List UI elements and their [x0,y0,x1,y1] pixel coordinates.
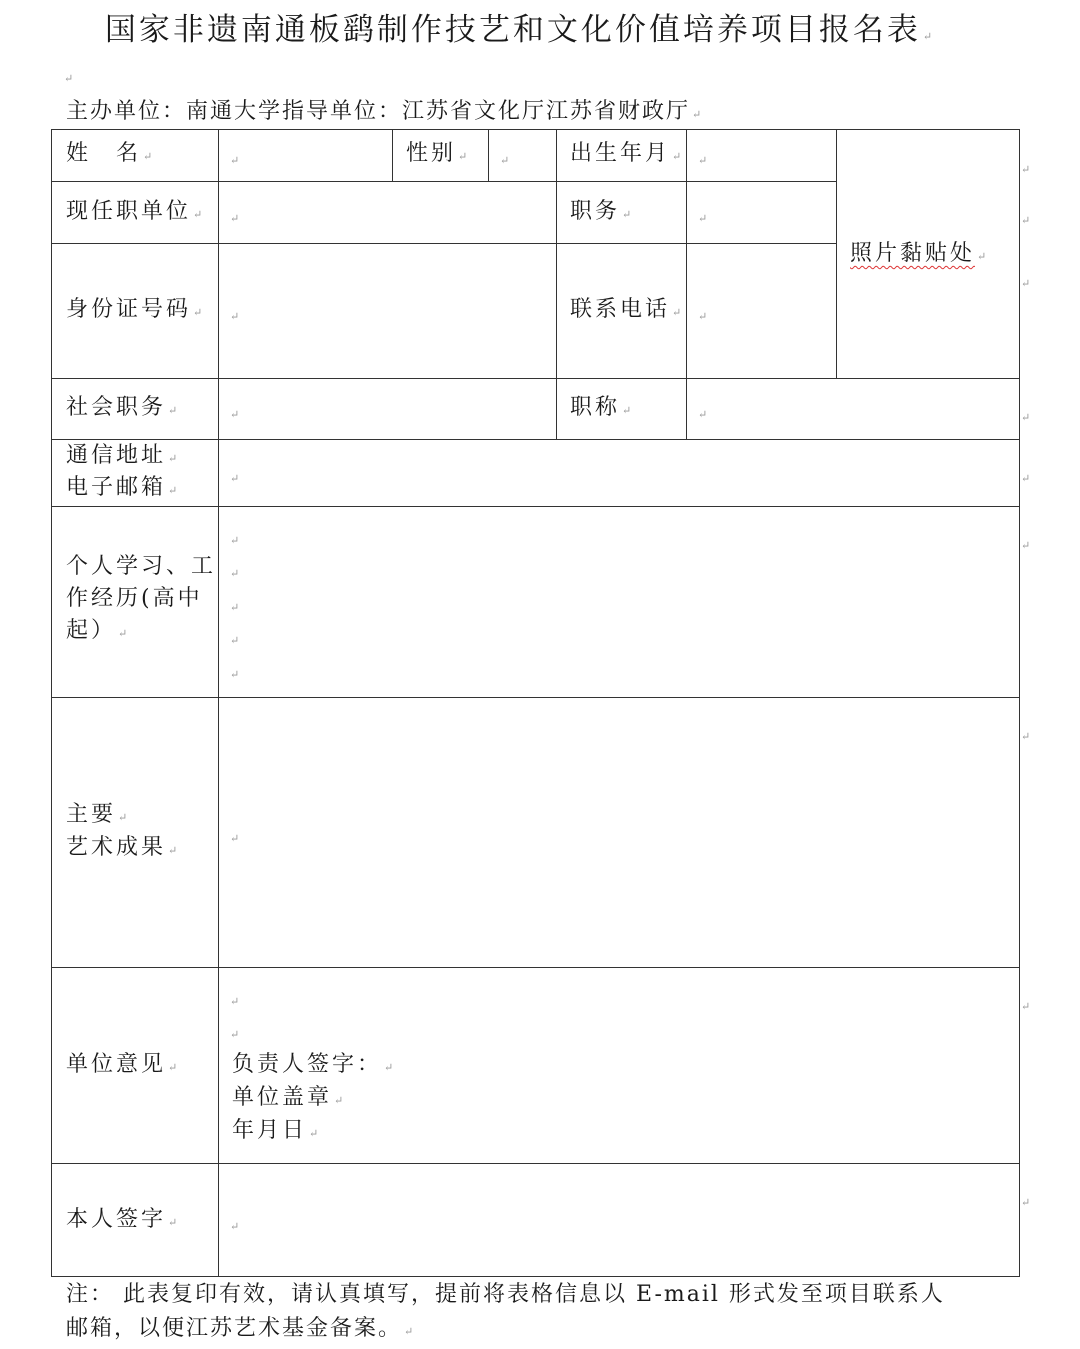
resume-field[interactable]: ↵ [230,534,240,547]
column-divider [488,130,489,181]
column-divider [686,130,687,439]
row-divider [52,439,1019,440]
column-divider [218,130,219,1276]
employer-label: 现任职单位 ↵ [66,199,206,224]
birth-label: 出生年月 ↵ [570,141,685,166]
row-divider [52,243,837,244]
phone-field[interactable]: ↵ [698,310,708,323]
row-divider [52,1163,1019,1164]
form-title: 国家非遗南通板鹞制作技艺和文化价值培养项目报名表 ↵ [104,12,936,48]
paragraph-mark: ↵ [692,108,704,121]
column-divider [392,130,393,181]
row-divider [52,181,837,182]
end-of-row-mark: ↵ [1021,163,1031,176]
phone-label: 联系电话 ↵ [570,297,685,322]
achievements-field[interactable]: ↵ [230,832,240,845]
address-email-field[interactable]: ↵ [230,472,240,485]
row-divider [52,967,1019,968]
organizers-line: 主办单位：南通大学指导单位：江苏省文化厅江苏省财政厅 ↵ [66,99,704,124]
end-of-row-mark: ↵ [1021,1196,1031,1209]
date-line: 年月日 ↵ [232,1118,322,1143]
position-field[interactable]: ↵ [698,212,708,225]
position-label: 职务 ↵ [570,199,635,224]
birth-field[interactable]: ↵ [698,154,708,167]
address-label: 通信地址 ↵ [66,443,181,468]
id-number-label: 身份证号码 ↵ [66,297,206,322]
registration-form-table [51,129,1020,1277]
name-field[interactable]: ↵ [230,154,240,167]
social-position-label: 社会职务 ↵ [66,395,181,420]
column-divider [556,130,557,439]
social-position-field[interactable]: ↵ [230,408,240,421]
end-of-row-mark: ↵ [1021,472,1031,485]
resume-field[interactable]: ↵ [230,601,240,614]
id-number-field[interactable]: ↵ [230,310,240,323]
photo-placeholder-label: 照片黏贴处 ↵ [850,241,990,266]
resume-label: 个人学习、工 [66,554,217,579]
email-label: 电子邮箱 ↵ [66,475,181,500]
name-label: 姓 名 ↵ [66,141,156,166]
paragraph-mark: ↵ [64,72,74,85]
column-divider [836,130,837,378]
row-divider [52,378,1019,379]
end-of-row-mark: ↵ [1021,539,1031,552]
resume-field[interactable]: ↵ [230,634,240,647]
resume-field[interactable]: ↵ [230,567,240,580]
signer-line: 负责人签字： ↵ [232,1052,397,1077]
row-divider [52,506,1019,507]
footnote: 注： 此表复印有效，请认真填写，提前将表格信息以 E-mail 形式发至项目联系人邮箱，以便江苏艺术基金备案。 ↵ [66,1282,945,1341]
row-divider [52,697,1019,698]
self-signature-label: 本人签字 ↵ [66,1207,181,1232]
paragraph-mark: ↵ [922,30,936,43]
seal-line: 单位盖章 ↵ [232,1085,347,1110]
achievements-label: 主要 ↵ [66,802,131,827]
resume-field[interactable]: ↵ [230,668,240,681]
employer-field[interactable]: ↵ [230,212,240,225]
achievements-label: 艺术成果 ↵ [66,835,181,860]
end-of-row-mark: ↵ [1021,1000,1031,1013]
professional-title-field[interactable]: ↵ [698,408,708,421]
employer-opinion-field[interactable]: ↵ [230,1028,240,1041]
self-signature-field[interactable]: ↵ [230,1220,240,1233]
employer-opinion-field[interactable]: ↵ [230,995,240,1008]
employer-opinion-label: 单位意见 ↵ [66,1052,181,1077]
end-of-row-mark: ↵ [1021,214,1031,227]
end-of-row-mark: ↵ [1021,730,1031,743]
resume-label: 起） ↵ [66,618,131,643]
end-of-row-mark: ↵ [1021,411,1031,424]
gender-field[interactable]: ↵ [500,154,510,167]
resume-label: 作经历(高中 [66,586,203,611]
professional-title-label: 职称 ↵ [570,395,635,420]
end-of-row-mark: ↵ [1021,277,1031,290]
gender-label: 性别 ↵ [406,141,471,166]
